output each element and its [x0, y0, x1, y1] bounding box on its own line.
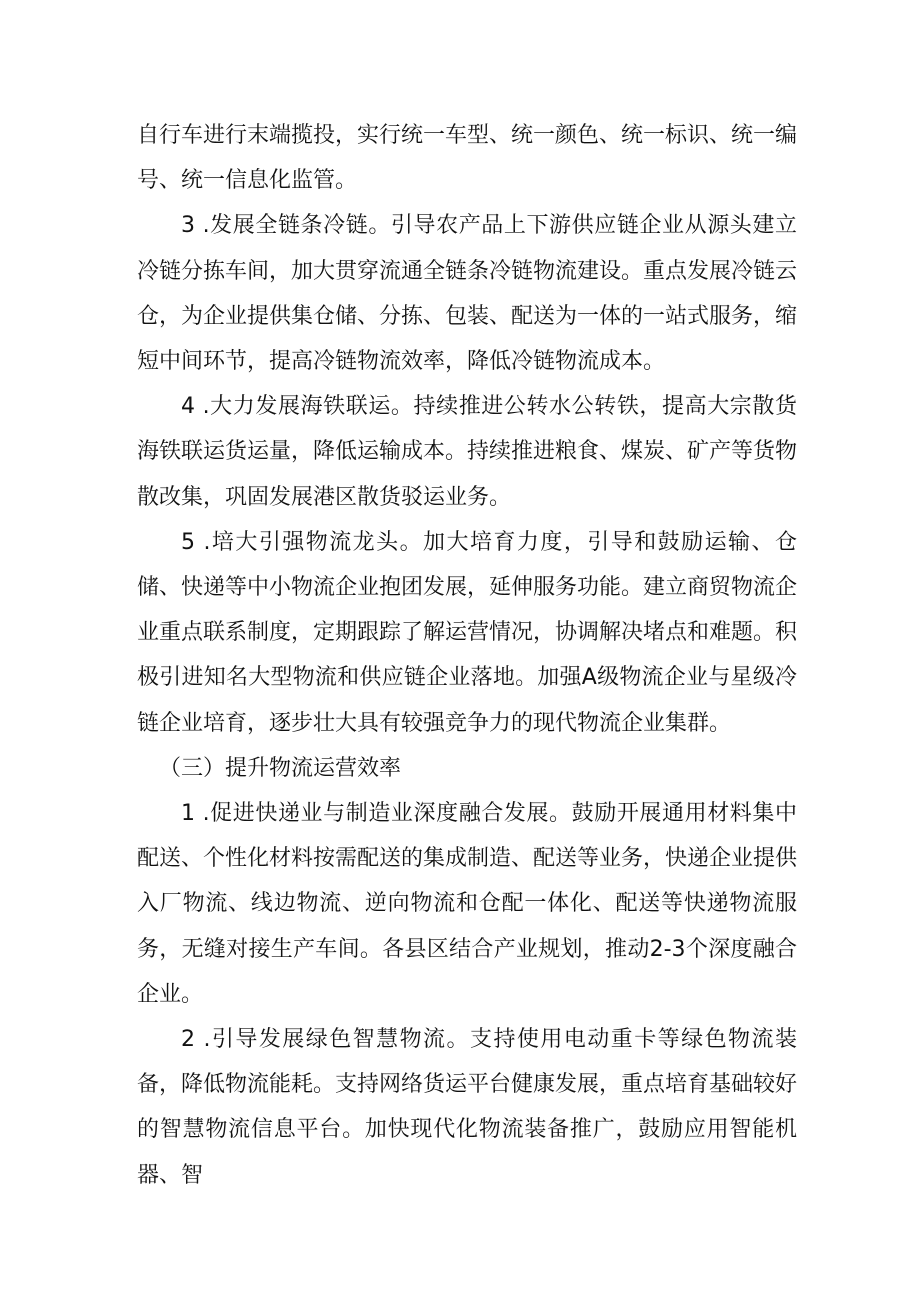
- paragraph-sea-rail: 4 .大力发展海铁联运。持续推进公转水公转铁，提高大宗散货海铁联运货运量，降低运输成本。持续推进粮食、煤炭、矿产等货物散改集，巩固发展港区散货驳运业务。: [137, 394, 798, 510]
- paragraph-green-smart-logistics: 2 .引导发展绿色智慧物流。支持使用电动重卡等绿色物流装备，降低物流能耗。支持网络货运平台健康发展，重点培育基础较好的智慧物流信息平台。加快现代化物流装备推广，鼓励应用智能机器、智: [137, 1027, 798, 1188]
- section-heading: （三）提升物流运营效率: [159, 755, 402, 781]
- document-body: [137, 113, 797, 1198]
- paragraph-continuation: 自行车进行末端揽投，实行统一车型、统一颜色、统一标识、统一编号、统一信息化监管。: [137, 123, 798, 194]
- paragraph-cold-chain: 3 .发展全链条冷链。引导农产品上下游供应链企业从源头建立冷链分拣车间，加大贯穿流通全链条冷链物流建设。重点发展冷链云仓，为企业提供集仓储、分拣、包装、配送为一体的一站式服务，缩短中间环节，提高冷链物流效率，降低冷链物流成本。: [137, 213, 798, 375]
- paragraph-logistics-leaders: 5 .培大引强物流龙头。加大培育力度，引导和鼓励运输、仓储、快递等中小物流企业抱团发展，延伸服务功能。建立商贸物流企业重点联系制度，定期跟踪了解运营情况，协调解决堵点和难题。积极引进知名大型物流和供应链企业落地。加强A级物流企业与星级冷链企业培育，逐步壮大具有较强竞争力的现代物流企业集群。: [137, 529, 798, 736]
- paragraph-express-manufacturing: 1 .促进快递业与制造业深度融合发展。鼓励开展通用材料集中配送、个性化材料按需配送的集成制造、配送等业务，快递企业提供入厂物流、线边物流、逆向物流和仓配一体化、配送等快递物流服务，无缝对接生产车间。各县区结合产业规划，推动2-3个深度融合企业。: [137, 801, 798, 1007]
